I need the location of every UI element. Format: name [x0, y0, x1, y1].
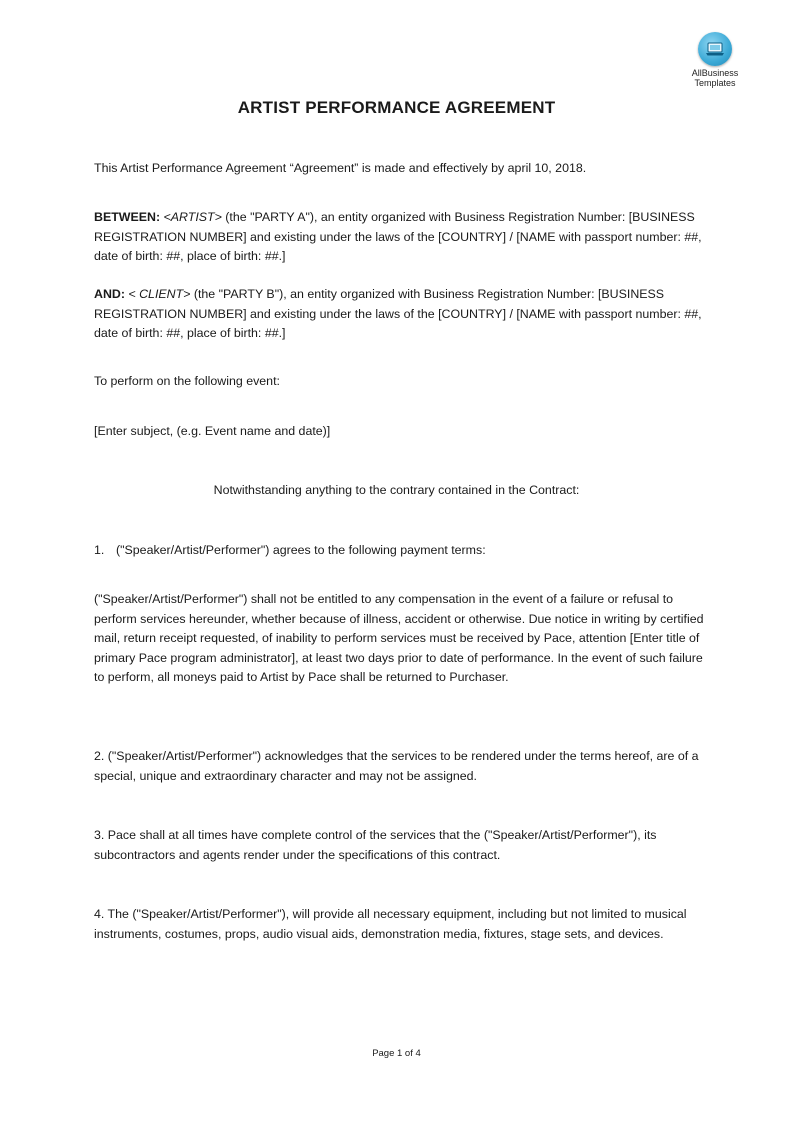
brand-logo [684, 32, 746, 88]
clause-3: 3. Pace shall at all times have complete control of the services that the ("Speaker/Artist/Performer"), its subcontractors and agents render under the specifications of this contract. [94, 828, 657, 862]
and-text: (the "PARTY B"), an entity organized with Business Registration Number: [BUSINESS REGISTRATION NUMBER] and existing under the laws of the [COUNTRY] / [NAME with passport number: ##, date of birth: ##, place of birth: ##.] [94, 287, 702, 340]
between-paragraph [94, 208, 706, 267]
and-paragraph [94, 285, 706, 344]
clause-1-heading [94, 541, 706, 561]
clause-1-body: ("Speaker/Artist/Performer") shall not be entitled to any compensation in the event of a failure or refusal to perform services hereunder, whether because of illness, accident or otherwise. Due notice in writing by certified mail, return receipt requested, of inability to perform services must be received by Pace, attention [Enter title of primary Pace program administrator], at least two days prior to date of performance. In the event of such failure to perform, all moneys paid to Artist by Pace shall be returned to Purchaser. [94, 592, 704, 684]
page-number: Page 1 of 4 [372, 1048, 421, 1059]
artist-placeholder: <ARTIST> [163, 210, 222, 224]
notwithstanding-line: Notwithstanding anything to the contrary contained in the Contract: [213, 483, 580, 497]
between-label: BETWEEN: [94, 210, 161, 224]
document-title: ARTIST PERFORMANCE AGREEMENT [237, 98, 556, 117]
clause-2: 2. ("Speaker/Artist/Performer") acknowledges that the services to be rendered under the terms hereof, are of a special, unique and extraordinary character and may not be assigned. [94, 749, 699, 783]
clause-1-text: ("Speaker/Artist/Performer") agrees to the following payment terms: [116, 543, 486, 557]
client-placeholder: < CLIENT> [124, 287, 191, 301]
event-subject-placeholder: [Enter subject, (e.g. Event name and date)] [94, 424, 331, 438]
between-text: (the "PARTY A"), an entity organized with Business Registration Number: [BUSINESS REGISTRATION NUMBER] and existing under the laws of the [COUNTRY] / [NAME with passport number: ##, date of birth: ##, place of birth: ##.] [94, 210, 702, 263]
intro-paragraph: This Artist Performance Agreement “Agreement” is made and effectively by april 10, 2018. [94, 161, 587, 175]
clause-4: 4. The ("Speaker/Artist/Performer"), will provide all necessary equipment, including but not limited to musical instruments, costumes, props, audio visual aids, demonstration media, fixtures, stage sets, and devices. [94, 907, 687, 941]
brand-name: AllBusiness Templates [691, 68, 739, 88]
laptop-icon [698, 32, 732, 66]
perform-on-line: To perform on the following event: [94, 374, 280, 388]
and-label: AND: [94, 287, 125, 301]
clause-1-number: 1. [94, 543, 105, 557]
